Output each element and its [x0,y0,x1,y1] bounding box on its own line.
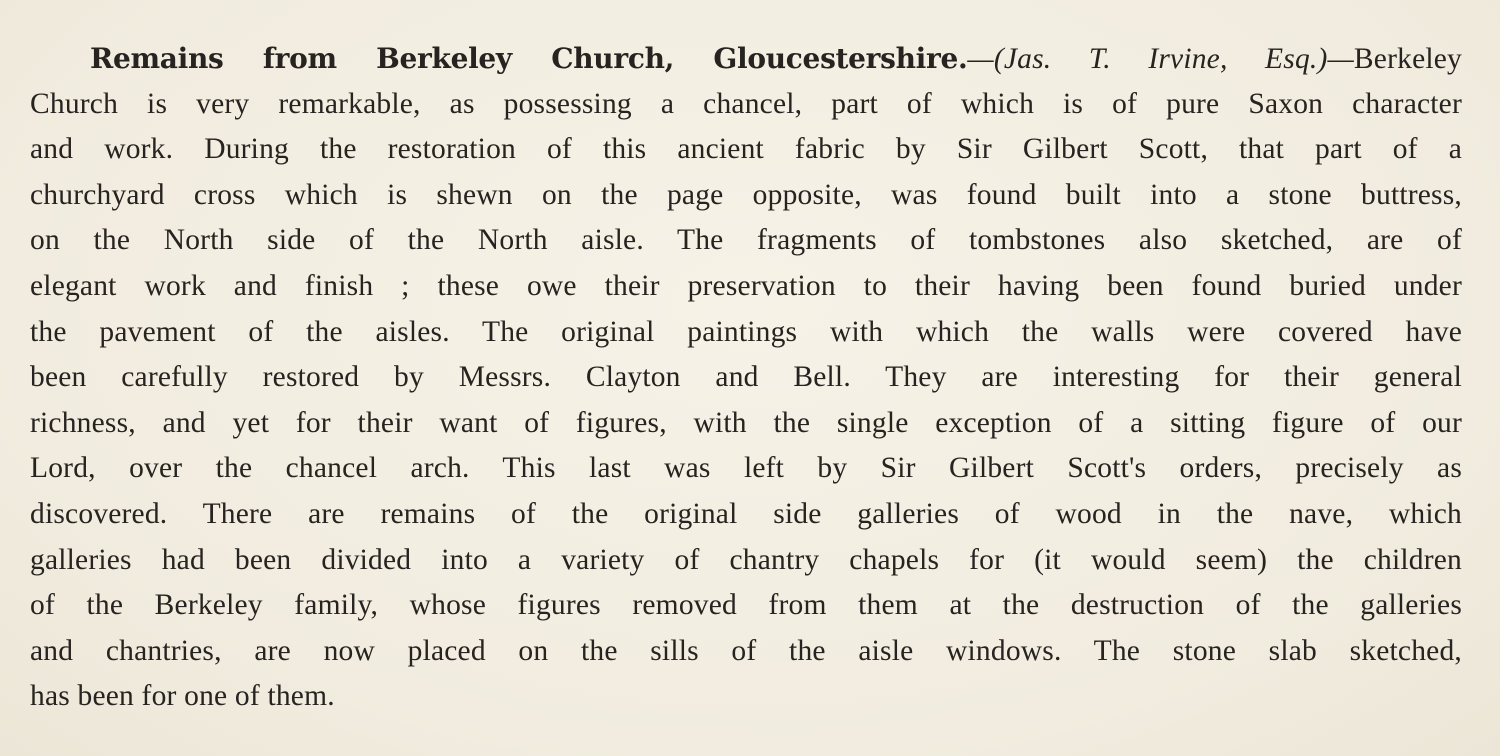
article-paragraph [30,36,1462,720]
paragraph-line-10: Lord, over the chancel arch. This last was left by Sir Gilbert Scott's orders, precisely as [30,452,1462,485]
paragraph-line-9: richness, and yet for their want of figures, with the single exception of a sitting figure of our [30,406,1462,439]
paragraph-line-13: of the Berkeley family, whose figures removed from them at the destruction of the galleries [30,589,1462,622]
line-text: Berkeley [1353,43,1462,75]
paragraph-line-14: and chantries, are now placed on the sills of the aisle windows. The stone slab sketched, [30,634,1462,667]
paragraph-line-5: on the North side of the North aisle. The fragments of tombstones also sketched, are of [30,224,1462,257]
paragraph-line-8: been carefully restored by Messrs. Clayton and Bell. They are interesting for their general [30,361,1462,394]
paragraph-line-12: galleries had been divided into a variety of chantry chapels for (it would seem) the children [30,543,1462,576]
paragraph-line-11: discovered. There are remains of the original side galleries of wood in the nave, which [30,497,1462,530]
article-heading: Remains from Berkeley Church, Gloucestershire. [90,42,968,75]
paragraph-line-6: elegant work and finish ; these owe their preservation to their having been found buried under [30,269,1462,302]
paragraph-line-2: Church is very remarkable, as possessing a chancel, part of which is of pure Saxon character [30,87,1462,120]
paragraph-line-4: churchyard cross which is shewn on the page opposite, was found built into a stone buttress, [30,178,1462,211]
paragraph-line-7: the pavement of the aisles. The original paintings with which the walls were covered have [30,315,1462,348]
paragraph-line-1 [30,36,1462,82]
author-attribution: —(Jas. T. Irvine, Esq.)— [967,43,1354,75]
paragraph-line-3: and work. During the restoration of this ancient fabric by Sir Gilbert Scott, that part of a [30,133,1462,166]
paragraph-line-15: has been for one of them. [30,680,335,713]
